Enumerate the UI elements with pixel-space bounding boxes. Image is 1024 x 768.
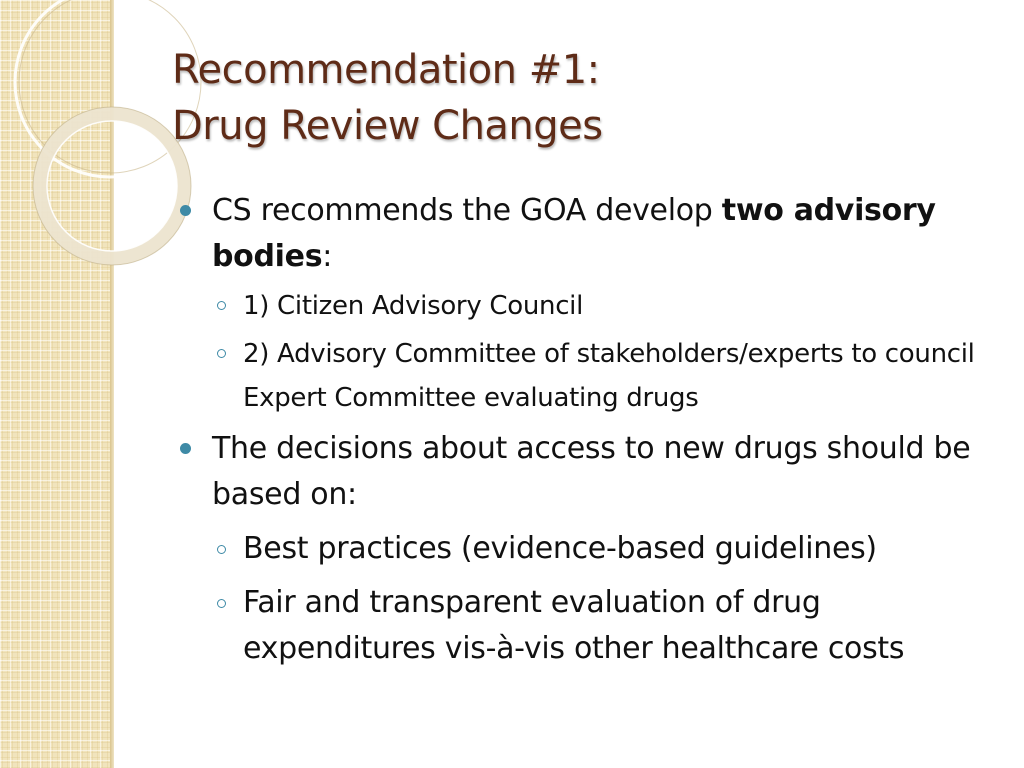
hollow-circle-bullet-icon — [217, 301, 226, 310]
title-line-1: Recommendation #1: — [172, 47, 600, 93]
title-line-2: Drug Review Changes — [172, 103, 603, 149]
subitem-best-practices — [180, 526, 1000, 572]
concentric-rings-decoration — [0, 0, 130, 260]
bullet-decisions-basis — [180, 426, 1000, 518]
subitem-text: Fair and transparent evaluation of drug expenditures vis-à-vis other healthcare costs — [243, 585, 905, 666]
bullet-text-before: CS recommends the GOA develop — [212, 193, 722, 228]
subitem-text: Best practices (evidence-based guidelines) — [243, 531, 877, 566]
subitem-citizen-advisory-council — [180, 284, 1000, 328]
slide-content — [180, 188, 1000, 672]
subitem-text: 2) Advisory Committee of stakeholders/experts to council Expert Committee evaluating drugs — [243, 339, 975, 413]
bullet-bold-text: two advisory bodies — [212, 193, 936, 274]
bullet-advisory-bodies — [180, 188, 1000, 280]
subitem-advisory-committee — [180, 332, 1000, 420]
subitem-text: 1) Citizen Advisory Council — [243, 291, 584, 321]
filled-circle-bullet-icon — [180, 205, 191, 216]
hollow-circle-bullet-icon — [217, 349, 226, 358]
filled-circle-bullet-icon — [180, 443, 191, 454]
bullet-text-after: : — [322, 239, 333, 274]
hollow-circle-bullet-icon — [217, 599, 226, 608]
subitem-fair-evaluation — [180, 580, 1000, 672]
slide-title — [172, 42, 992, 154]
bullet-text: The decisions about access to new drugs should be based on: — [212, 431, 971, 512]
hollow-circle-bullet-icon — [217, 545, 226, 554]
